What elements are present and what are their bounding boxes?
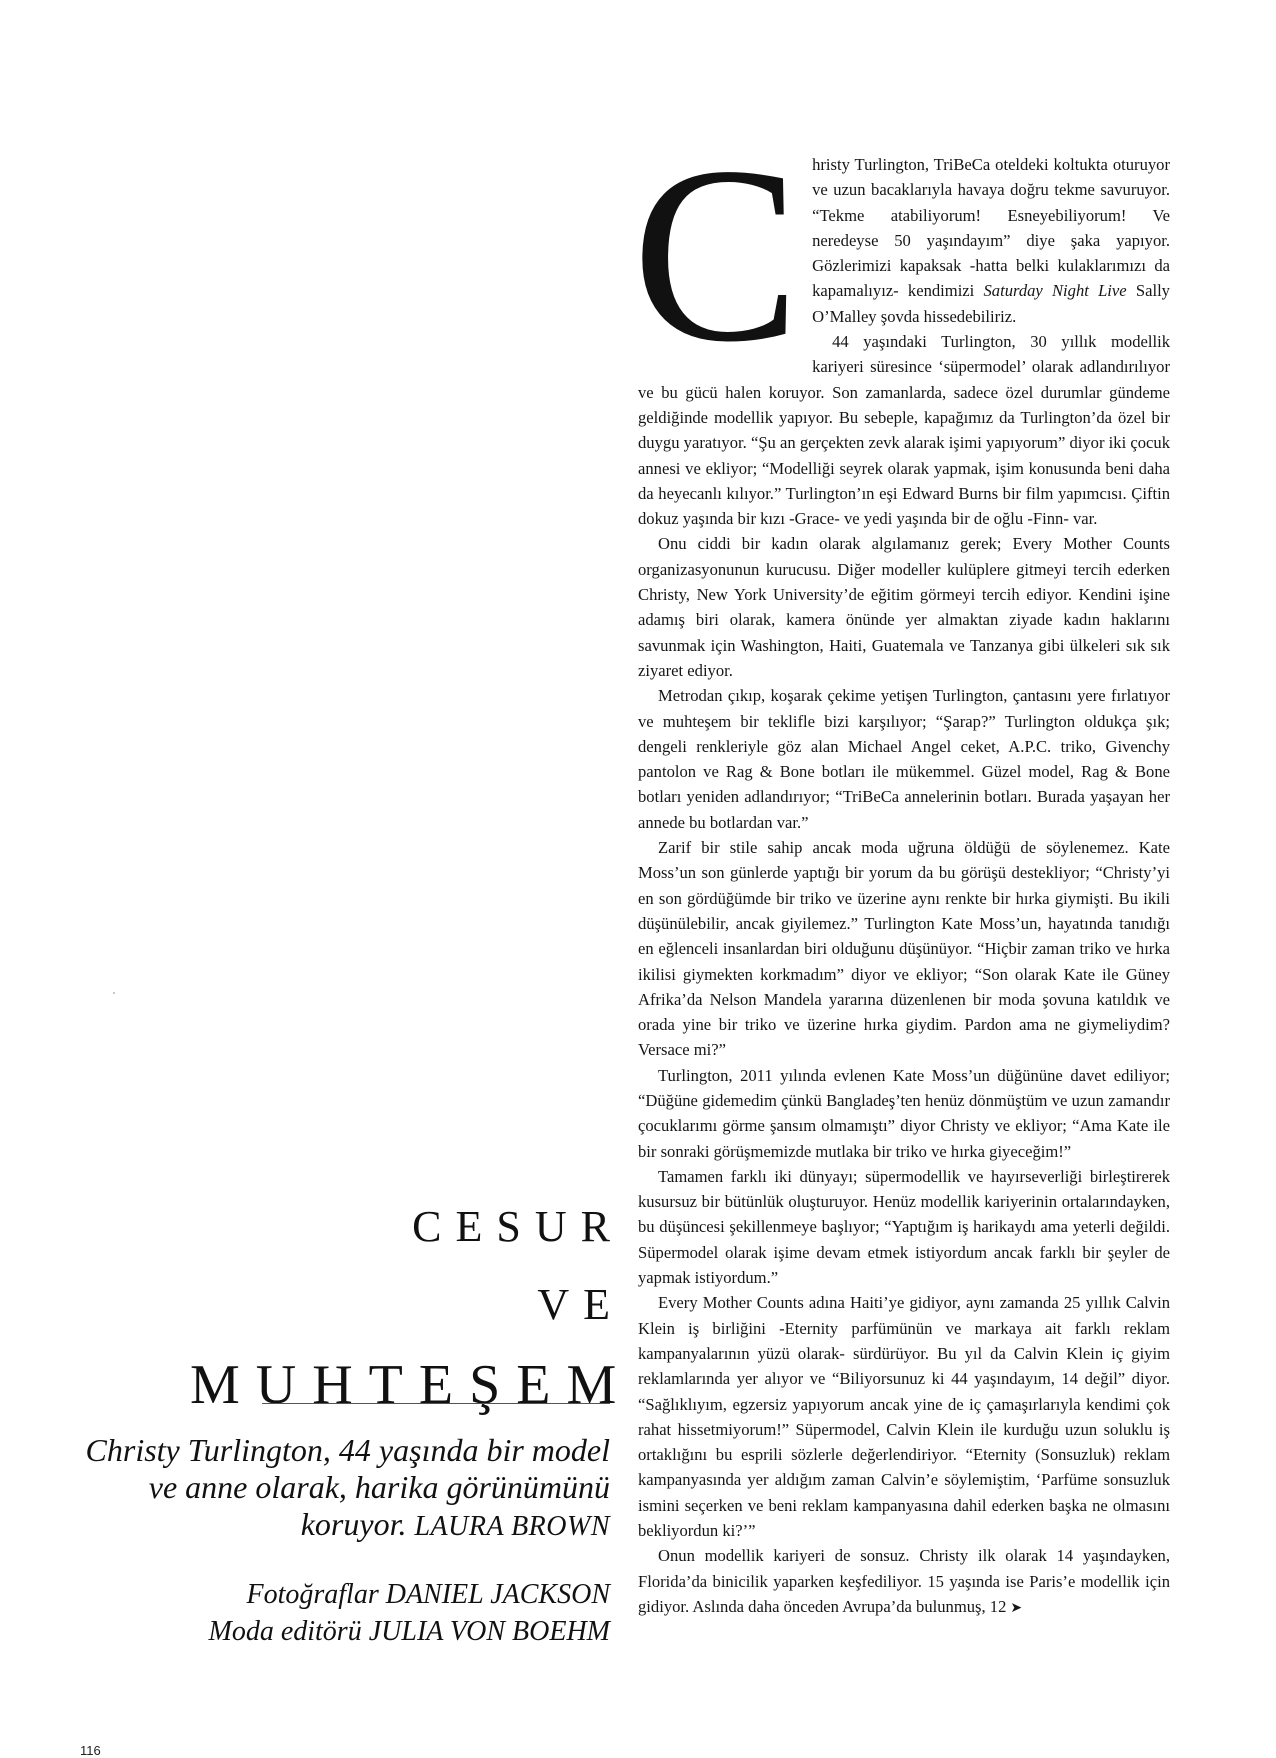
fashion-credit-label: Moda editörü — [208, 1616, 362, 1647]
paragraph-9-text: Onun modellik kariyeri de sonsuz. Christy ilk olarak 14 yaşındayken, Florida’da binicilik yaparken keşfediliyor. 15 yaşında ise Paris’e modellik için gidiyor. Aslında daha önceden Avrupa’da bulunmuş, 12 — [638, 1546, 1170, 1616]
paragraph-8: Every Mother Counts adına Haiti’ye gidiyor, aynı zamanda 25 yıllık Calvin Klein iş birliğini -Eternity parfümünün ve markaya ait farklı reklam kampanyalarının yüzü olarak- sürdürüyor. Bu yıl da Calvin Klein iç giyim reklamlarında yer alıyor ve “Biliyorsunuz ki 44 yaşındayım, 14 değil” diyor. “Sağlıklıyım, egzersiz yapıyorum ancak yine de iç çamaşırlarıyla kendimi çok rahat hissetmiyorum!” Süpermodel, Calvin Klein ile kurduğu uzun soluklu iş ortaklığını bu esprili sözlerle değerlendiriyor. “Eternity (Sonsuzluk) reklam kampanyasında yer aldığım zaman Calvin’e söylemiştim, ‘Parfüme sonsuzluk ismini seçerken ve beni reklam kampanyasına dahil ederken başka ne olmasını bekliyordun ki?’” — [638, 1293, 1170, 1541]
headline — [190, 1202, 633, 1416]
fashion-credit — [50, 1613, 610, 1650]
fashion-credit-name: JULIA VON BOEHM — [368, 1616, 610, 1647]
headline-rule — [262, 1403, 610, 1404]
photo-credit-label: Fotoğraflar — [246, 1579, 379, 1610]
paragraph-3: Onu ciddi bir kadın olarak algılamanız gerek; Every Mother Counts organizasyonunun kurucusu. Diğer modeller kulüplere gitmeyi tercih ederken Christy, New York University’de eğitim görmeyi tercih ediyor. Kendini işine adamış biri olarak, kamera önünde yer almaktan ziyade kadın haklarını savunmak için Washington, Haiti, Guatemala ve Tanzanya gibi ülkeleri sık sık ziyaret ediyor. — [638, 534, 1170, 680]
continue-arrow-icon: ➤ — [1010, 1600, 1023, 1616]
dek-author: LAURA BROWN — [414, 1511, 610, 1542]
page-number: 116 — [80, 1743, 101, 1758]
dek — [50, 1432, 610, 1545]
headline-line-2: VE — [537, 1280, 624, 1329]
dek-text: Christy Turlington, 44 yaşında bir model ve anne olarak, harika görünümünü koruyor. — [85, 1432, 610, 1542]
headline-line-1: CESUR — [412, 1202, 624, 1251]
paragraph-9 — [638, 1543, 1170, 1621]
photo-credit-name: DANIEL JACKSON — [385, 1579, 610, 1610]
paragraph-1 — [632, 114, 1170, 394]
paragraph-4: Metrodan çıkıp, koşarak çekime yetişen Turlington, çantasını yere fırlatıyor ve muhteşem bir teklifle bizi karşılıyor; “Şarap?” Turlington oldukça şık; dengeli renkleriyle göz alan Michael Angel ceket, A.P.C. triko, Givenchy pantolon ve Rag & Bone botları ile mükemmel. Güzel model, Rag & Bone botları yeniden adlandırıyor; “TriBeCa annelerinin botları. Burada yaşayan her annede bu botlardan var.” — [638, 686, 1170, 832]
credits — [50, 1576, 610, 1650]
headline-line-3: MUHTEŞEM — [190, 1354, 633, 1416]
paragraph-7: Tamamen farklı iki dünyayı; süpermodellik ve hayırseverliği birleştirerek kusursuz bir bütünlük oluşturuyor. Henüz modellik kariyerinin ortalarındayken, bu düşüncesi şekillenmeye başlıyor; “Yaptığım iş harikaydı ama yeterli değildi. Süpermodel olarak işime devam etmek istiyordum ancak farklı bir şeyler de yapmak istiyordum.” — [638, 1166, 1170, 1288]
paragraph-1-italic: Saturday Night Live — [983, 281, 1127, 301]
paragraph-6: Turlington, 2011 yılında evlenen Kate Moss’un düğününe davet ediliyor; “Düğüne gidemedim çünkü Bangladeş’ten henüz dönmüştüm ve uzun zamandır çocuklarımı görme şansım olmamıştı” diyor Christy ve ekliyor; “Ama Kate ile bir sonraki görüşmemizde mutlaka bir triko ve hırka giyeceğim!” — [638, 1065, 1170, 1161]
photo-credit — [50, 1576, 610, 1613]
paragraph-1-a: hristy Turlington, TriBeCa oteldeki koltukta oturuyor ve uzun bacaklarıyla havaya doğru tekme savuruyor. “Tekme atabiliyorum! Esneyebiliyorum! Ve neredeyse 50 yaşındayım” diye şaka yapıyor. Gözlerimizi kapaksak -hatta belki kulaklarımızı da kapamalıyız- kendimizi — [812, 155, 1170, 301]
article-body — [632, 114, 1170, 1621]
drop-cap: C — [632, 114, 801, 394]
paper-speck — [113, 992, 115, 994]
paragraph-2: 44 yaşındaki Turlington, 30 yıllık modellik kariyeri süresince ‘süpermodel’ olarak adlandırılıyor ve bu gücü halen koruyor. Son zamanlarda, sadece özel durumlar gündeme geldiğinde modellik yapıyor. Bu sebeple, kapağımız da Turlington’da özel bir duygu yaratıyor. “Şu an gerçekten zevk alarak işimi yapıyorum” diyor iki çocuk annesi ve ekliyor; “Modelliği seyrek olarak yapmak, işim konusunda beni daha da heyecanlı kılıyor.” Turlington’ın eşi Edward Burns bir film yapımcısı. Çiftin dokuz yaşında bir kızı -Grace- ve yedi yaşında bir de oğlu -Finn- var. — [638, 332, 1170, 529]
paragraph-5: Zarif bir stile sahip ancak moda uğruna öldüğü de söylenemez. Kate Moss’un son günlerde yaptığı bir yorum da bu görüşü destekliyor; “Christy’yi en son gördüğümde bir triko ve üzerine aynı renkte bir hırka giymişti. Bu ikili düşünülebilir, ancak giyilemez.” Turlington Kate Moss’un, hayatında tanıdığı en eğlenceli insanlardan biri olduğunu düşünüyor. “Hiçbir zaman triko ve hırka ikilisi giymekten korkmadım” diyor ve ekliyor; “Son olarak Kate ile Güney Afrika’da Nelson Mandela yararına düzenlenen bir moda şovuna katıldık ve orada yine bir triko ve üzerine hırka giydim. Pardon ama ne giymeliydim? Versace mi?” — [638, 838, 1170, 1060]
paragraph-1-b: Sally O’Malley şovda hissedebiliriz. — [812, 281, 1170, 326]
